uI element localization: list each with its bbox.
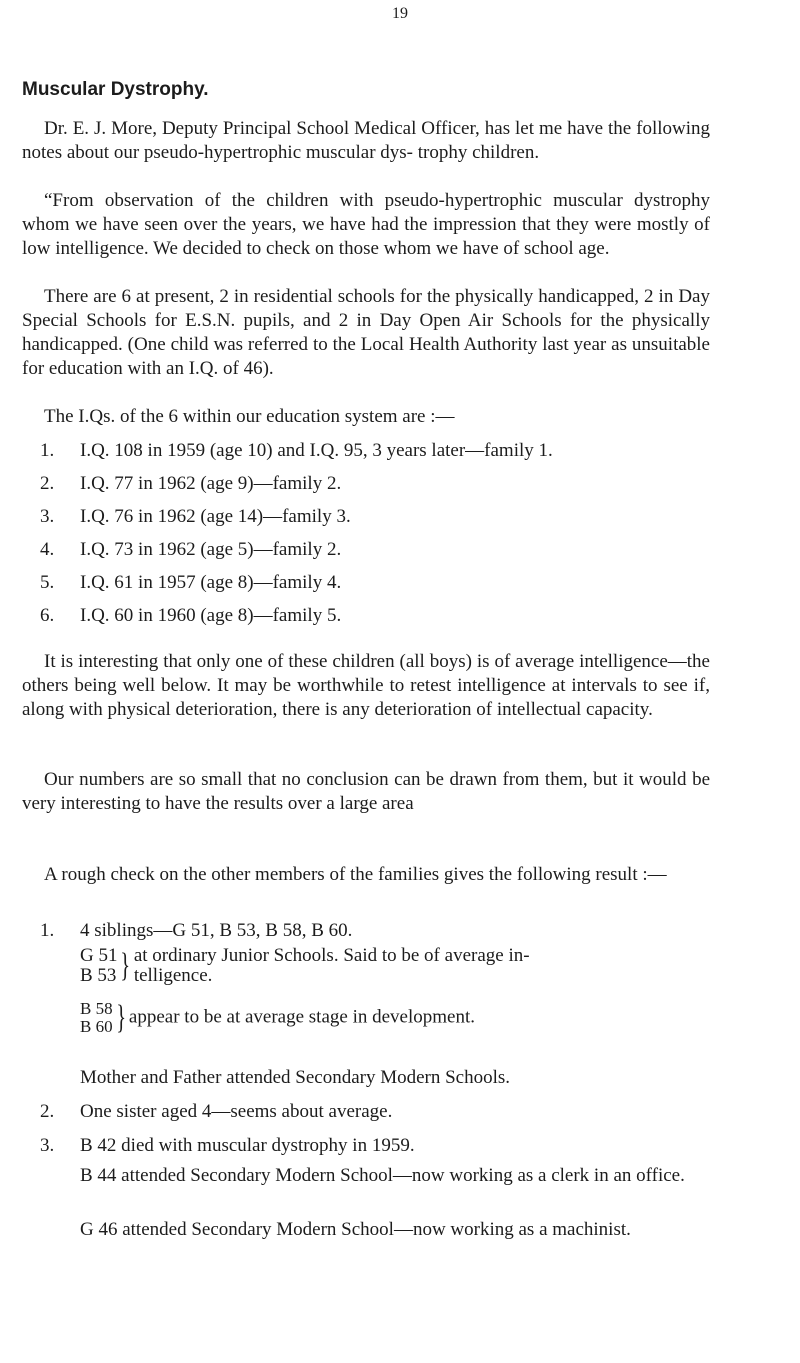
sibling-ids: B 58 B 60: [80, 999, 113, 1036]
list-number: 2.: [40, 1101, 55, 1122]
sibling-ids: G 51 B 53: [80, 945, 118, 986]
list-number: 2.: [40, 473, 55, 494]
siblings-text: 4 siblings—G 51, B 53, B 58, B 60.: [80, 920, 353, 941]
list-text: I.Q. 76 in 1962 (age 14)—family 3.: [80, 506, 351, 527]
present-text: There are 6 at present, 2 in residential schools for the physically handicapped, 2 in Day Special Schools for E.S.N. pupils, and 2 in Day Open Air Schools for the physically handicapped. (One child was referred to the Local Health Authority last year as unsuitable for education with an I.Q. of 46).: [22, 286, 710, 379]
iq-list-item: [22, 472, 722, 496]
interesting-paragraph: [22, 650, 710, 722]
sibling-group-2: [80, 1000, 720, 1036]
iq-intro-text: The I.Qs. of the 6 within our education system are :—: [44, 406, 455, 427]
list-number: 3.: [40, 1135, 55, 1156]
iq-list-item: [22, 505, 722, 529]
family-1-item: [22, 919, 722, 943]
observation-paragraph: [22, 189, 710, 261]
intro-text: Dr. E. J. More, Deputy Principal School Medical Officer, has let me have the following notes about our pseudo-hypertrophic muscular dys- trophy children.: [22, 118, 710, 163]
right-brace-icon: }: [115, 999, 126, 1036]
intro-paragraph: [22, 117, 710, 165]
iq-list-item: [22, 571, 722, 595]
observation-text: “From observation of the children with pseudo-hypertrophic muscular dystrophy whom we have seen over the years, we have had the impression that they were mostly of low intelligence. We decided to check on those whom we have of school age.: [22, 190, 710, 259]
list-number: 4.: [40, 539, 55, 560]
iq-intro-paragraph: [22, 405, 710, 429]
section-title: Muscular Dystrophy.: [22, 79, 209, 100]
list-text: I.Q. 108 in 1959 (age 10) and I.Q. 95, 3 years later—family 1.: [80, 440, 553, 461]
family-3-line-1: B 42 died with muscular dystrophy in 1959.: [80, 1135, 415, 1156]
iq-list-item: [22, 439, 722, 463]
family-2-item: [22, 1100, 722, 1124]
family-2-text: One sister aged 4—seems about average.: [80, 1101, 393, 1122]
interesting-text: It is interesting that only one of these children (all boys) is of average intelligence—the others being well below. It may be worthwhile to retest intelligence at intervals to see if, along with physical deterioration, there is any deterioration of intellectual capacity.: [22, 651, 710, 720]
family-3-line-2: B 44 attended Secondary Modern School—now working as a clerk in an office.: [80, 1165, 685, 1186]
sibling-group-1-text: at ordinary Junior Schools. Said to be of average in- telligence.: [133, 945, 530, 986]
rough-check-paragraph: [22, 863, 710, 887]
iq-list-item: [22, 538, 722, 562]
numbers-text: Our numbers are so small that no conclusion can be drawn from them, but it would be very interesting to have the results over a large area: [22, 769, 710, 814]
sibling-group-1: [80, 946, 720, 986]
family-3-item: [22, 1134, 722, 1158]
list-number: 5.: [40, 572, 55, 593]
page-number: 19: [392, 5, 408, 22]
right-brace-icon: }: [120, 947, 131, 984]
list-number: 1.: [40, 920, 55, 941]
list-number: 3.: [40, 506, 55, 527]
sibling-group-2-text: appear to be at average stage in development.: [128, 1006, 475, 1028]
present-paragraph: [22, 285, 710, 381]
list-number: 1.: [40, 440, 55, 461]
rough-check-text: A rough check on the other members of the families gives the following result :—: [44, 864, 667, 885]
parents-text: Mother and Father attended Secondary Modern Schools.: [80, 1067, 511, 1088]
list-text: I.Q. 77 in 1962 (age 9)—family 2.: [80, 473, 342, 494]
iq-list-item: [22, 604, 722, 628]
list-text: I.Q. 60 in 1960 (age 8)—family 5.: [80, 605, 342, 626]
list-number: 6.: [40, 605, 55, 626]
family-3-line-3: G 46 attended Secondary Modern School—now working as a machinist.: [80, 1219, 631, 1240]
list-text: I.Q. 73 in 1962 (age 5)—family 2.: [80, 539, 342, 560]
numbers-paragraph: [22, 768, 710, 816]
list-text: I.Q. 61 in 1957 (age 8)—family 4.: [80, 572, 342, 593]
